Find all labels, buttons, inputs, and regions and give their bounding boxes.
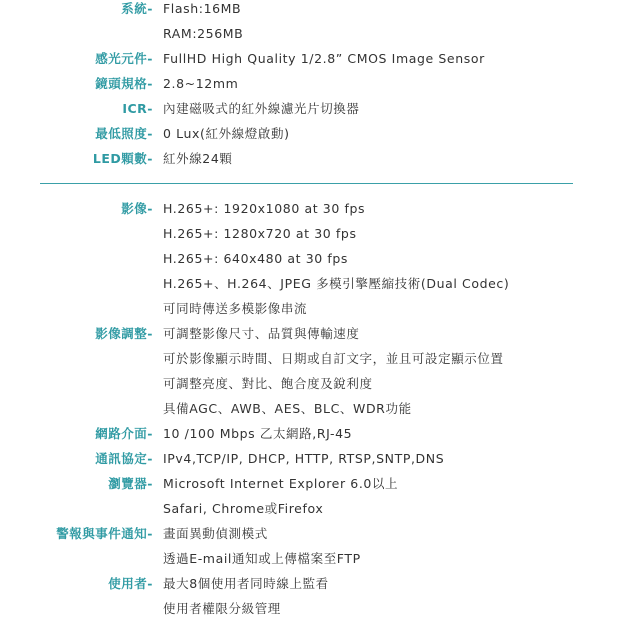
spec-value: H.265+: 1920x1080 at 30 fps xyxy=(163,201,366,216)
spec-value: Safari, Chrome或Firefox xyxy=(163,501,324,516)
spec-row xyxy=(0,21,620,46)
spec-value: 最大8個使用者同時線上監看 xyxy=(163,576,329,591)
spec-value: 畫面異動偵測模式 xyxy=(163,526,268,541)
spec-row xyxy=(0,546,620,571)
spec-label: ICR- xyxy=(122,101,153,116)
spec-row xyxy=(0,221,620,246)
spec-label: 警報與事件通知- xyxy=(56,526,153,541)
spec-row xyxy=(0,471,620,496)
spec-value: 具備AGC、AWB、AES、BLC、WDR功能 xyxy=(163,401,412,416)
spec-label: 影像- xyxy=(121,201,153,216)
spec-label: 鏡頭規格- xyxy=(95,76,153,91)
spec-row xyxy=(0,321,620,346)
spec-value: 使用者權限分級管理 xyxy=(163,601,281,616)
spec-value: RAM:256MB xyxy=(163,26,244,41)
spec-value: 可於影像顯示時間、日期或自訂文字，並且可設定顯示位置 xyxy=(163,351,504,366)
spec-value: IPv4,TCP/IP, DHCP, HTTP, RTSP,SNTP,DNS xyxy=(163,451,445,466)
spec-value: 可調整亮度、對比、飽合度及銳利度 xyxy=(163,376,373,391)
spec-row xyxy=(0,0,620,21)
spec-row xyxy=(0,396,620,421)
spec-label: 影像調整- xyxy=(95,326,153,341)
spec-row xyxy=(0,271,620,296)
spec-value: H.265+: 1280x720 at 30 fps xyxy=(163,226,357,241)
spec-row xyxy=(0,521,620,546)
spec-value: 可同時傳送多模影像串流 xyxy=(163,301,308,316)
spec-label: 瀏覽器- xyxy=(108,476,153,491)
spec-row xyxy=(0,196,620,221)
spec-label: 系統- xyxy=(121,1,153,16)
spec-label: 通訊協定- xyxy=(95,451,153,466)
spec-value: H.265+、H.264、JPEG 多模引擎壓縮技術(Dual Codec) xyxy=(163,276,510,291)
spec-row xyxy=(0,46,620,71)
spec-row xyxy=(0,421,620,446)
spec-row xyxy=(0,446,620,471)
spec-value: Flash:16MB xyxy=(163,1,242,16)
spec-value: 紅外線24顆 xyxy=(163,151,233,166)
spec-value: 10 /100 Mbps 乙太網路,RJ-45 xyxy=(163,426,353,441)
spec-row xyxy=(0,371,620,396)
spec-row xyxy=(0,121,620,146)
spec-value: 可調整影像尺寸、品質與傳輸速度 xyxy=(163,326,360,341)
spec-row xyxy=(0,146,620,171)
spec-value: 0 Lux(紅外線燈啟動) xyxy=(163,126,290,141)
section-divider xyxy=(40,183,573,184)
spec-label: 最低照度- xyxy=(95,126,153,141)
spec-label: LED顆數- xyxy=(92,151,153,166)
spec-row xyxy=(0,246,620,271)
spec-value: Microsoft Internet Explorer 6.0以上 xyxy=(163,476,399,491)
spec-value: FullHD High Quality 1/2.8” CMOS Image Sensor xyxy=(163,51,485,66)
spec-row xyxy=(0,496,620,521)
spec-row xyxy=(0,296,620,321)
spec-value: 透過E-mail通知或上傳檔案至FTP xyxy=(163,551,361,566)
spec-row xyxy=(0,571,620,596)
spec-value: 內建磁吸式的紅外線濾光片切換器 xyxy=(163,101,360,116)
spec-row xyxy=(0,71,620,96)
spec-label: 感光元件- xyxy=(95,51,153,66)
spec-value: 2.8~12mm xyxy=(163,76,239,91)
spec-row xyxy=(0,96,620,121)
spec-row xyxy=(0,596,620,621)
spec-value: H.265+: 640x480 at 30 fps xyxy=(163,251,349,266)
spec-label: 網路介面- xyxy=(95,426,153,441)
spec-row xyxy=(0,346,620,371)
spec-label: 使用者- xyxy=(108,576,153,591)
